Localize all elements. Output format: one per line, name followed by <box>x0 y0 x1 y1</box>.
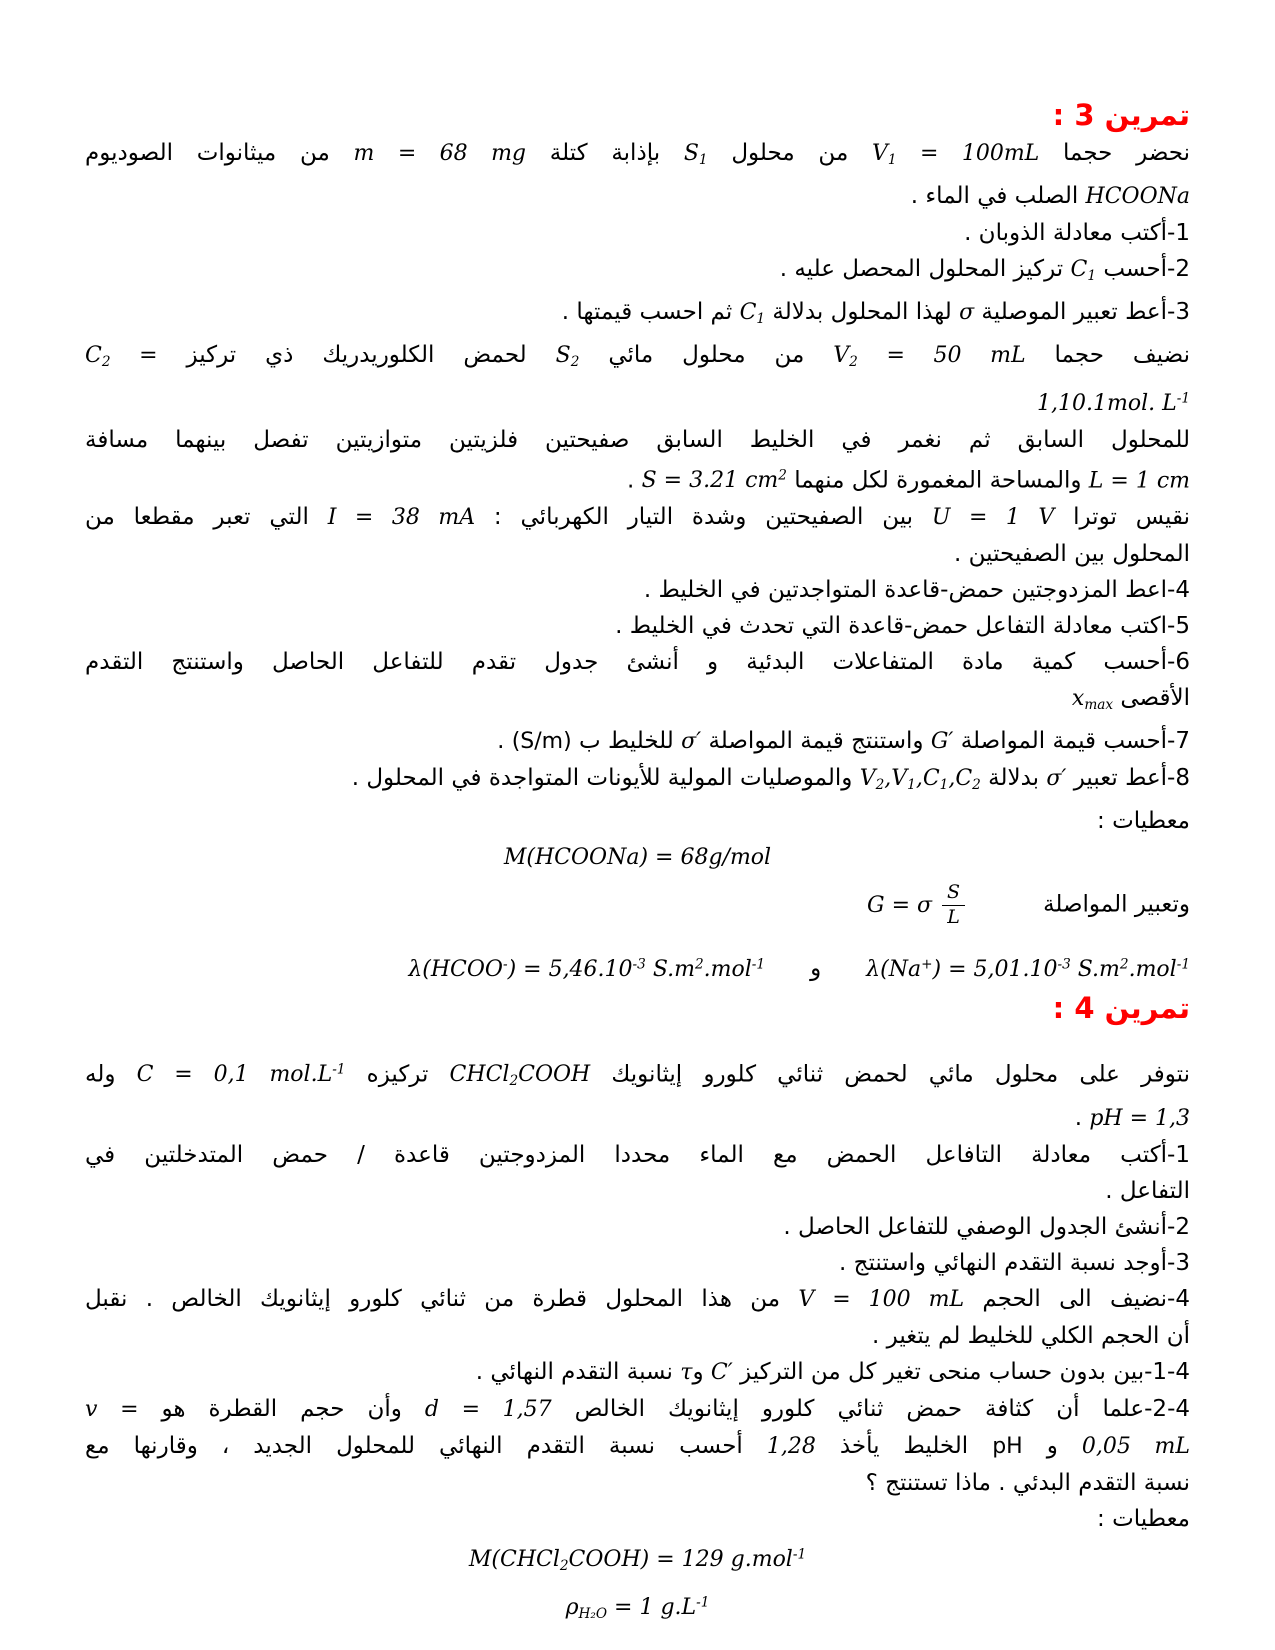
math-expression: $S_1$ <box>683 141 708 169</box>
text-line <box>85 839 1190 876</box>
math-expression: 1,28 <box>766 1433 816 1459</box>
text-line <box>85 1501 1190 1537</box>
arabic-text: 1-أكتب معادلة الذوبان . <box>964 220 1190 247</box>
arabic-text: الأقصى <box>1113 685 1190 712</box>
arabic-text: لحمض الكلوريدريك ذي تركيز <box>157 342 556 369</box>
arabic-text: 8-أعط تعبير <box>1066 765 1190 792</box>
text-line <box>85 1052 1190 1100</box>
arabic-text: 4-اعط المزدوجتين حمض-قاعدة المتواجدتين في الخليط . <box>643 577 1190 604</box>
math-expression: 1,10.1mol. $L^{-1}$ <box>1037 390 1190 416</box>
arabic-text: 3-أوجد نسبة التقدم النهائي واستنتج . <box>838 1249 1190 1276</box>
arabic-text: بين الصفيحتين وشدة التيار الكهربائي : <box>475 504 932 531</box>
arabic-text: من محلول <box>707 140 872 166</box>
arabic-text: من ميثانوات الصوديوم <box>85 140 354 166</box>
text-line <box>85 803 1190 839</box>
math-expression: $\lambda(Na^+) = 5,01.10^{-3}$ $S.m^2.mol^{-1}$ <box>866 956 1190 982</box>
math-expression: m = 68 mg <box>353 141 527 166</box>
fraction-denominator: L <box>947 906 960 929</box>
math-expression: pH = 1,3 <box>1089 1105 1190 1131</box>
text-line <box>85 680 1190 723</box>
arabic-text: نقيس توترا <box>1054 504 1190 531</box>
document-body <box>85 95 1190 1632</box>
text-line <box>85 572 1190 608</box>
text-line <box>85 1100 1190 1137</box>
text-line <box>85 458 1190 500</box>
arabic-text: الخليط يأخذ <box>815 1432 993 1459</box>
text-line <box>85 1173 1190 1209</box>
arabic-text: 4-نضيف الى الحجم <box>964 1285 1190 1312</box>
arabic-text: 4‏-‏1‏-‏بين بدون حساب منحى تغير كل من التركيز <box>732 1358 1190 1385</box>
arabic-text: ثم احسب قيمتها . <box>561 299 740 326</box>
text-line <box>85 1354 1190 1391</box>
arabic-text: بدلالة <box>980 765 1047 792</box>
math-expression: L = 1 cm <box>1088 468 1190 494</box>
math-expression: U = 1 V <box>931 505 1055 531</box>
exercise4-title: تمرين 4 : <box>1052 990 1190 1025</box>
arabic-text: نحضر حجما <box>1039 140 1191 166</box>
text-line <box>85 1245 1190 1281</box>
arabic-text: 3-أعط تعبير الموصلية <box>974 299 1190 326</box>
math-expression: S = 3.21 $cm^2$ <box>641 467 787 494</box>
latin-text: pH <box>992 1433 1023 1459</box>
text-line <box>85 644 1190 680</box>
math-expression: $x_{max}$ <box>1071 686 1114 714</box>
arabic-text: نضيف حجما <box>1025 342 1190 369</box>
text-line <box>85 876 1190 946</box>
text-line <box>85 1465 1190 1501</box>
text-line <box>85 760 1190 803</box>
text-line <box>85 1281 1190 1318</box>
arabic-text: 2-أنشئ الجدول الوصفي للتفاعل الحاصل . <box>783 1213 1190 1240</box>
spacer <box>968 911 1043 912</box>
latin-text: (S/m) <box>511 729 572 755</box>
arabic-text: 5-اكتب معادلة التفاعل حمض-قاعدة التي تحدث في الخليط . <box>615 613 1190 640</box>
math-expression: $\rho_{H_2O} = 1$ $g.L^{-1}$ <box>565 1594 710 1622</box>
math-expression: σ′ <box>681 729 702 755</box>
arabic-text: و <box>692 1358 711 1385</box>
arabic-text: تركيزه <box>345 1061 450 1088</box>
text-line <box>85 380 1190 422</box>
arabic-text: نسبة التقدم البدئي . ماذا تستنتج ؟ <box>865 1469 1190 1496</box>
math-expression: CHCl$_2$COOH <box>449 1062 591 1090</box>
text-line <box>85 1537 1190 1585</box>
math-expression: $C_2$ = <box>85 343 158 371</box>
math-expression: $V_1 = 100mL$ <box>872 141 1040 169</box>
math-expression: C′ <box>710 1359 733 1385</box>
arabic-text: . <box>1074 1104 1090 1131</box>
exercise3-title: تمرين 3 : <box>1052 98 1190 132</box>
arabic-text: الصلب في الماء . <box>910 183 1086 210</box>
blank-line <box>85 1028 1190 1052</box>
arabic-text: والمساحة المغمورة لكل منهما <box>786 467 1089 494</box>
text-line <box>85 337 1190 380</box>
math-expression: I = 38 mA <box>327 505 476 531</box>
arabic-text: من هذا المحلول قطرة من ثنائي كلورو إيثانويك الخالص . نقبل <box>85 1285 799 1312</box>
text-line <box>85 422 1190 458</box>
arabic-text: و <box>810 955 822 982</box>
text-line <box>85 1391 1190 1428</box>
text-line <box>85 1584 1190 1632</box>
text-line <box>85 251 1190 294</box>
fraction <box>942 882 965 929</box>
arabic-text: 4‏-‏2‏-‏علما أن كثافة حمض ثنائي كلورو إيثانويك الخالص <box>551 1395 1191 1422</box>
arabic-text: وأن حجم القطرة هو <box>138 1395 425 1422</box>
math-expression: C = 0,1 $mol.L^{-1}$ <box>136 1061 346 1088</box>
math-expression: σ <box>959 300 975 326</box>
arabic-text: وله <box>85 1061 137 1088</box>
arabic-text: معطيات : <box>1097 808 1190 835</box>
spacer <box>821 975 866 976</box>
text-line <box>85 178 1190 215</box>
arabic-text: للمحلول السابق ثم نغمر في الخليط السابق صفيحتين فلزيتين متوازيتين تفصل بينهما مسافة <box>85 426 1190 453</box>
math-expression: HCOONa <box>1085 184 1190 210</box>
math-expression: $C_1$ <box>1070 257 1097 285</box>
arabic-text: بإذابة كتلة <box>526 140 684 166</box>
fraction-expression: G = σ $\frac{S}{L}$ <box>867 893 968 918</box>
text-line <box>85 1318 1190 1354</box>
text-line <box>85 1209 1190 1245</box>
arabic-text: للخليط ب <box>571 728 682 755</box>
arabic-text: نسبة التقدم النهائي . <box>475 1358 681 1385</box>
text-line <box>85 1137 1190 1173</box>
arabic-text: المحلول بين الصفيحتين . <box>954 541 1190 568</box>
math-expression: λ(HCOO-) = $5,46.10^{-3}$ $S.m^2.mol^{-1}$ <box>408 956 766 982</box>
text-line <box>85 215 1190 251</box>
text-line <box>85 294 1190 337</box>
math-expression: v = <box>85 1396 139 1422</box>
arabic-text: نتوفر على محلول مائي لحمض ثنائي كلورو إيثانويك <box>590 1061 1190 1088</box>
math-expression: $C_1$ <box>739 300 766 328</box>
arabic-text: أحسب نسبة التقدم النهائي للمحلول الجديد ، وقارنها مع <box>85 1432 767 1459</box>
text-line <box>85 1428 1190 1465</box>
math-expression: V = 100 mL <box>798 1286 965 1312</box>
arabic-text: التي تعبر مقطعا من <box>85 504 328 531</box>
math-expression: 0,05 mL <box>1081 1433 1191 1459</box>
arabic-text: والموصليات المولية للأيونات المتواجدة في المحلول . <box>351 765 860 792</box>
arabic-text: أن الحجم الكلي للخليط لم يتغير . <box>872 1322 1190 1349</box>
text-line <box>85 536 1190 572</box>
arabic-text: من محلول مائي <box>579 342 834 369</box>
math-expression: M(CHCl$_2$COOH) = 129 g.mol$^{-1}$ <box>468 1546 807 1575</box>
arabic-text: 7-أحسب قيمة المواصلة <box>953 728 1190 755</box>
text-line <box>85 499 1190 536</box>
arabic-text: لهذا المحلول بدلالة <box>765 299 960 326</box>
math-expression: G′ <box>930 729 954 755</box>
math-expression: $V_2,V_1,C_1,C_2$ <box>859 766 981 794</box>
arabic-text: معطيات : <box>1097 1505 1190 1532</box>
math-expression: $V_2 = 50$ mL <box>833 343 1026 371</box>
arabic-text: . <box>626 467 642 494</box>
arabic-text: و <box>1022 1432 1082 1459</box>
arabic-text: . <box>497 728 512 755</box>
text-line <box>85 135 1190 178</box>
fraction-numerator: S <box>942 882 965 906</box>
text-line <box>85 723 1190 760</box>
math-expression: d = 1,57 <box>424 1396 552 1422</box>
arabic-text: تركيز المحلول المحصل عليه . <box>779 256 1071 283</box>
arabic-text: التفاعل . <box>1105 1177 1190 1204</box>
math-expression: $S_2$ <box>555 343 580 371</box>
arabic-text: 1-أكتب معادلة التافاعل الحمض مع الماء محددا المزدوجتين قاعدة / حمض المتدخلتين في <box>85 1141 1190 1168</box>
text-line <box>85 608 1190 644</box>
arabic-text: 6-أحسب كمية مادة المتفاعلات البدئية و أنشئ جدول تقدم للتفاعل الحاصل واستنتج التقدم <box>85 649 1190 676</box>
arabic-text: واستنتج قيمة المواصلة <box>701 728 931 755</box>
arabic-text: 2-أحسب <box>1096 256 1190 283</box>
math-expression: τ <box>680 1359 693 1385</box>
math-expression: M(HCOONa) = 68g/mol <box>503 845 772 871</box>
spacer <box>765 975 810 976</box>
math-expression: σ′ <box>1046 766 1067 792</box>
text-line <box>85 946 1190 988</box>
arabic-text: وتعبير المواصلة <box>1043 891 1190 918</box>
